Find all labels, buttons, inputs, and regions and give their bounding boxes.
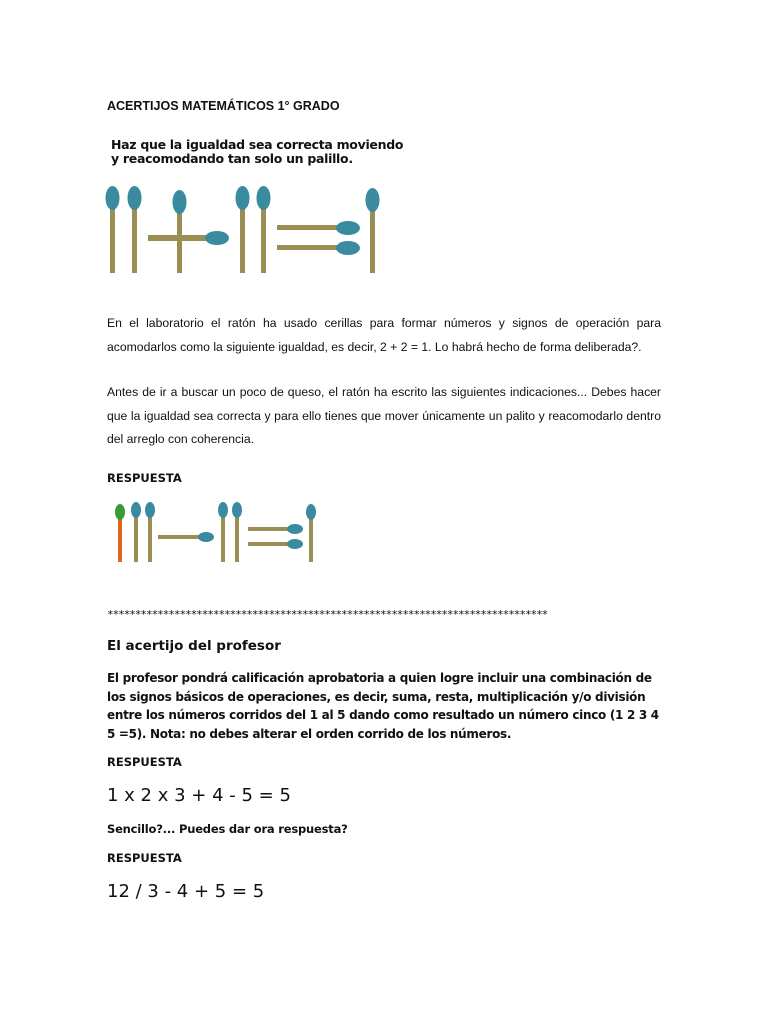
equation-answer-1: 1 x 2 x 3 + 4 - 5 = 5 bbox=[107, 785, 291, 806]
section-title: El acertijo del profesor bbox=[107, 638, 281, 654]
puzzle-caption-line2: y reacomodando tan solo un palillo. bbox=[111, 151, 353, 166]
paragraph-intro: En el laboratorio el ratón ha usado cerillas para formar números y signos de operación para acomodarlos como la siguiente igualdad, es decir, 2 + 2 = 1. Lo habrá hecho de forma deliberada?. bbox=[107, 316, 661, 354]
paragraph-instructions: Antes de ir a buscar un poco de queso, el ratón ha escrito las siguientes indicaciones... Debes hacer que la igualdad sea correcta y para ello tienes que mover únicamente un palito y reacomodarlo dentro del arreglo con coherencia. bbox=[107, 385, 661, 446]
matchstick-answer-illustration bbox=[110, 500, 325, 565]
followup-question: Sencillo?... Puedes dar ora respuesta? bbox=[107, 822, 348, 836]
answer-label-3: RESPUESTA bbox=[107, 851, 182, 865]
answer-label-2: RESPUESTA bbox=[107, 755, 182, 769]
equation-answer-2: 12 / 3 - 4 + 5 = 5 bbox=[107, 881, 265, 902]
puzzle-caption-line1: Haz que la igualdad sea correcta moviendo bbox=[111, 137, 404, 152]
section-text: El profesor pondrá calificación aprobatoria a quien logre incluir una combinación de los signos básicos de operaciones, es decir, suma, resta, multiplicación y/o división entre los números corridos del 1 al 5 dando como resultado un número cinco (1 2 3 4 5 =5). Nota: no debes alterar el orden corrido de los números. bbox=[107, 671, 659, 741]
answer-label-1: RESPUESTA bbox=[107, 471, 182, 485]
separator-line: ******************************************************************************* bbox=[107, 608, 548, 621]
page-title: ACERTIJOS MATEMÁTICOS 1° GRADO bbox=[107, 99, 340, 113]
matchstick-puzzle-illustration bbox=[100, 182, 390, 277]
